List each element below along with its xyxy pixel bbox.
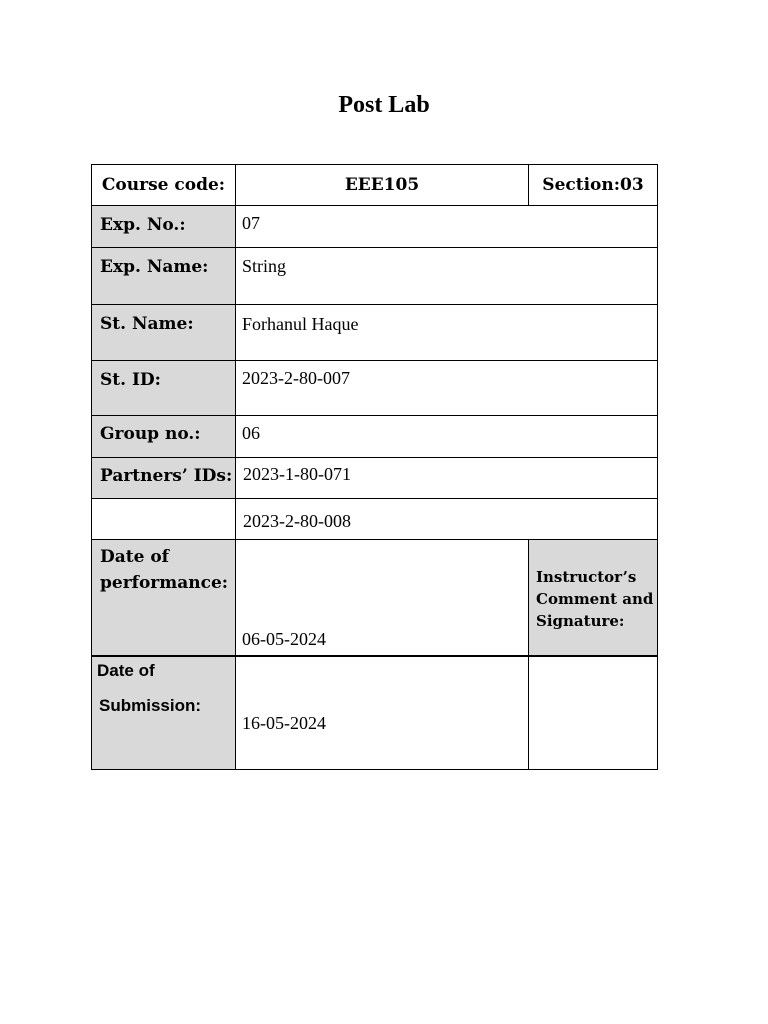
course-code-cell	[235, 164, 529, 206]
submission-date-value: 16-05-2024	[242, 713, 326, 733]
partner-id-2: 2023-2-80-008	[243, 511, 351, 531]
partners-label-cell	[91, 457, 236, 499]
perf-label-cell	[91, 539, 236, 656]
course-code-label-cell	[91, 164, 236, 206]
exp-no-cell	[235, 205, 658, 248]
partners-label: Partners’ IDs:	[100, 466, 233, 486]
perf-label-line-1: Date of	[100, 547, 169, 567]
st-name-label-cell	[91, 304, 236, 361]
partner-id-1: 2023-1-80-071	[243, 464, 351, 484]
group-no-cell	[235, 415, 658, 458]
section-value: Section:03	[542, 175, 644, 195]
submission-label-line-2: Submission:	[99, 696, 202, 715]
partners-empty-cell	[91, 498, 236, 540]
st-name-cell	[235, 304, 658, 361]
st-id-label-cell	[91, 360, 236, 416]
instructor-label-line-3: Signature:	[536, 612, 625, 630]
exp-no-label: Exp. No.:	[100, 215, 186, 235]
exp-name-label: Exp. Name:	[100, 257, 209, 277]
exp-no-label-cell	[91, 205, 236, 248]
submission-label-cell	[91, 655, 236, 770]
group-no-value: 06	[242, 423, 260, 443]
page-title: Post Lab	[338, 92, 430, 118]
instructor-label-cell	[528, 539, 658, 656]
partner-id-1-cell	[235, 457, 658, 499]
st-name-value: Forhanul Haque	[242, 314, 359, 334]
exp-no-value: 07	[242, 213, 260, 233]
st-name-label: St. Name:	[100, 314, 194, 334]
course-code-value: EEE105	[344, 175, 420, 195]
instructor-signature-cell	[528, 655, 658, 770]
perf-date-value: 06-05-2024	[242, 629, 326, 649]
exp-name-cell	[235, 247, 658, 305]
exp-name-value: String	[242, 256, 287, 276]
perf-date-cell	[235, 539, 529, 656]
section-cell	[528, 164, 658, 206]
st-id-value: 2023-2-80-007	[242, 368, 350, 388]
instructor-label-line-2: Comment and	[536, 590, 654, 608]
instructor-label-line-1: Instructor’s	[536, 568, 637, 586]
partner-id-2-cell	[235, 498, 658, 540]
submission-date-cell	[235, 655, 529, 770]
perf-label-line-2: performance:	[100, 573, 229, 593]
exp-name-label-cell	[91, 247, 236, 305]
submission-label-line-1: Date of	[97, 661, 155, 680]
group-no-label-cell	[91, 415, 236, 458]
course-code-label: Course code:	[101, 175, 226, 195]
group-no-label: Group no.:	[100, 424, 201, 444]
st-id-cell	[235, 360, 658, 416]
st-id-label: St. ID:	[100, 370, 161, 390]
